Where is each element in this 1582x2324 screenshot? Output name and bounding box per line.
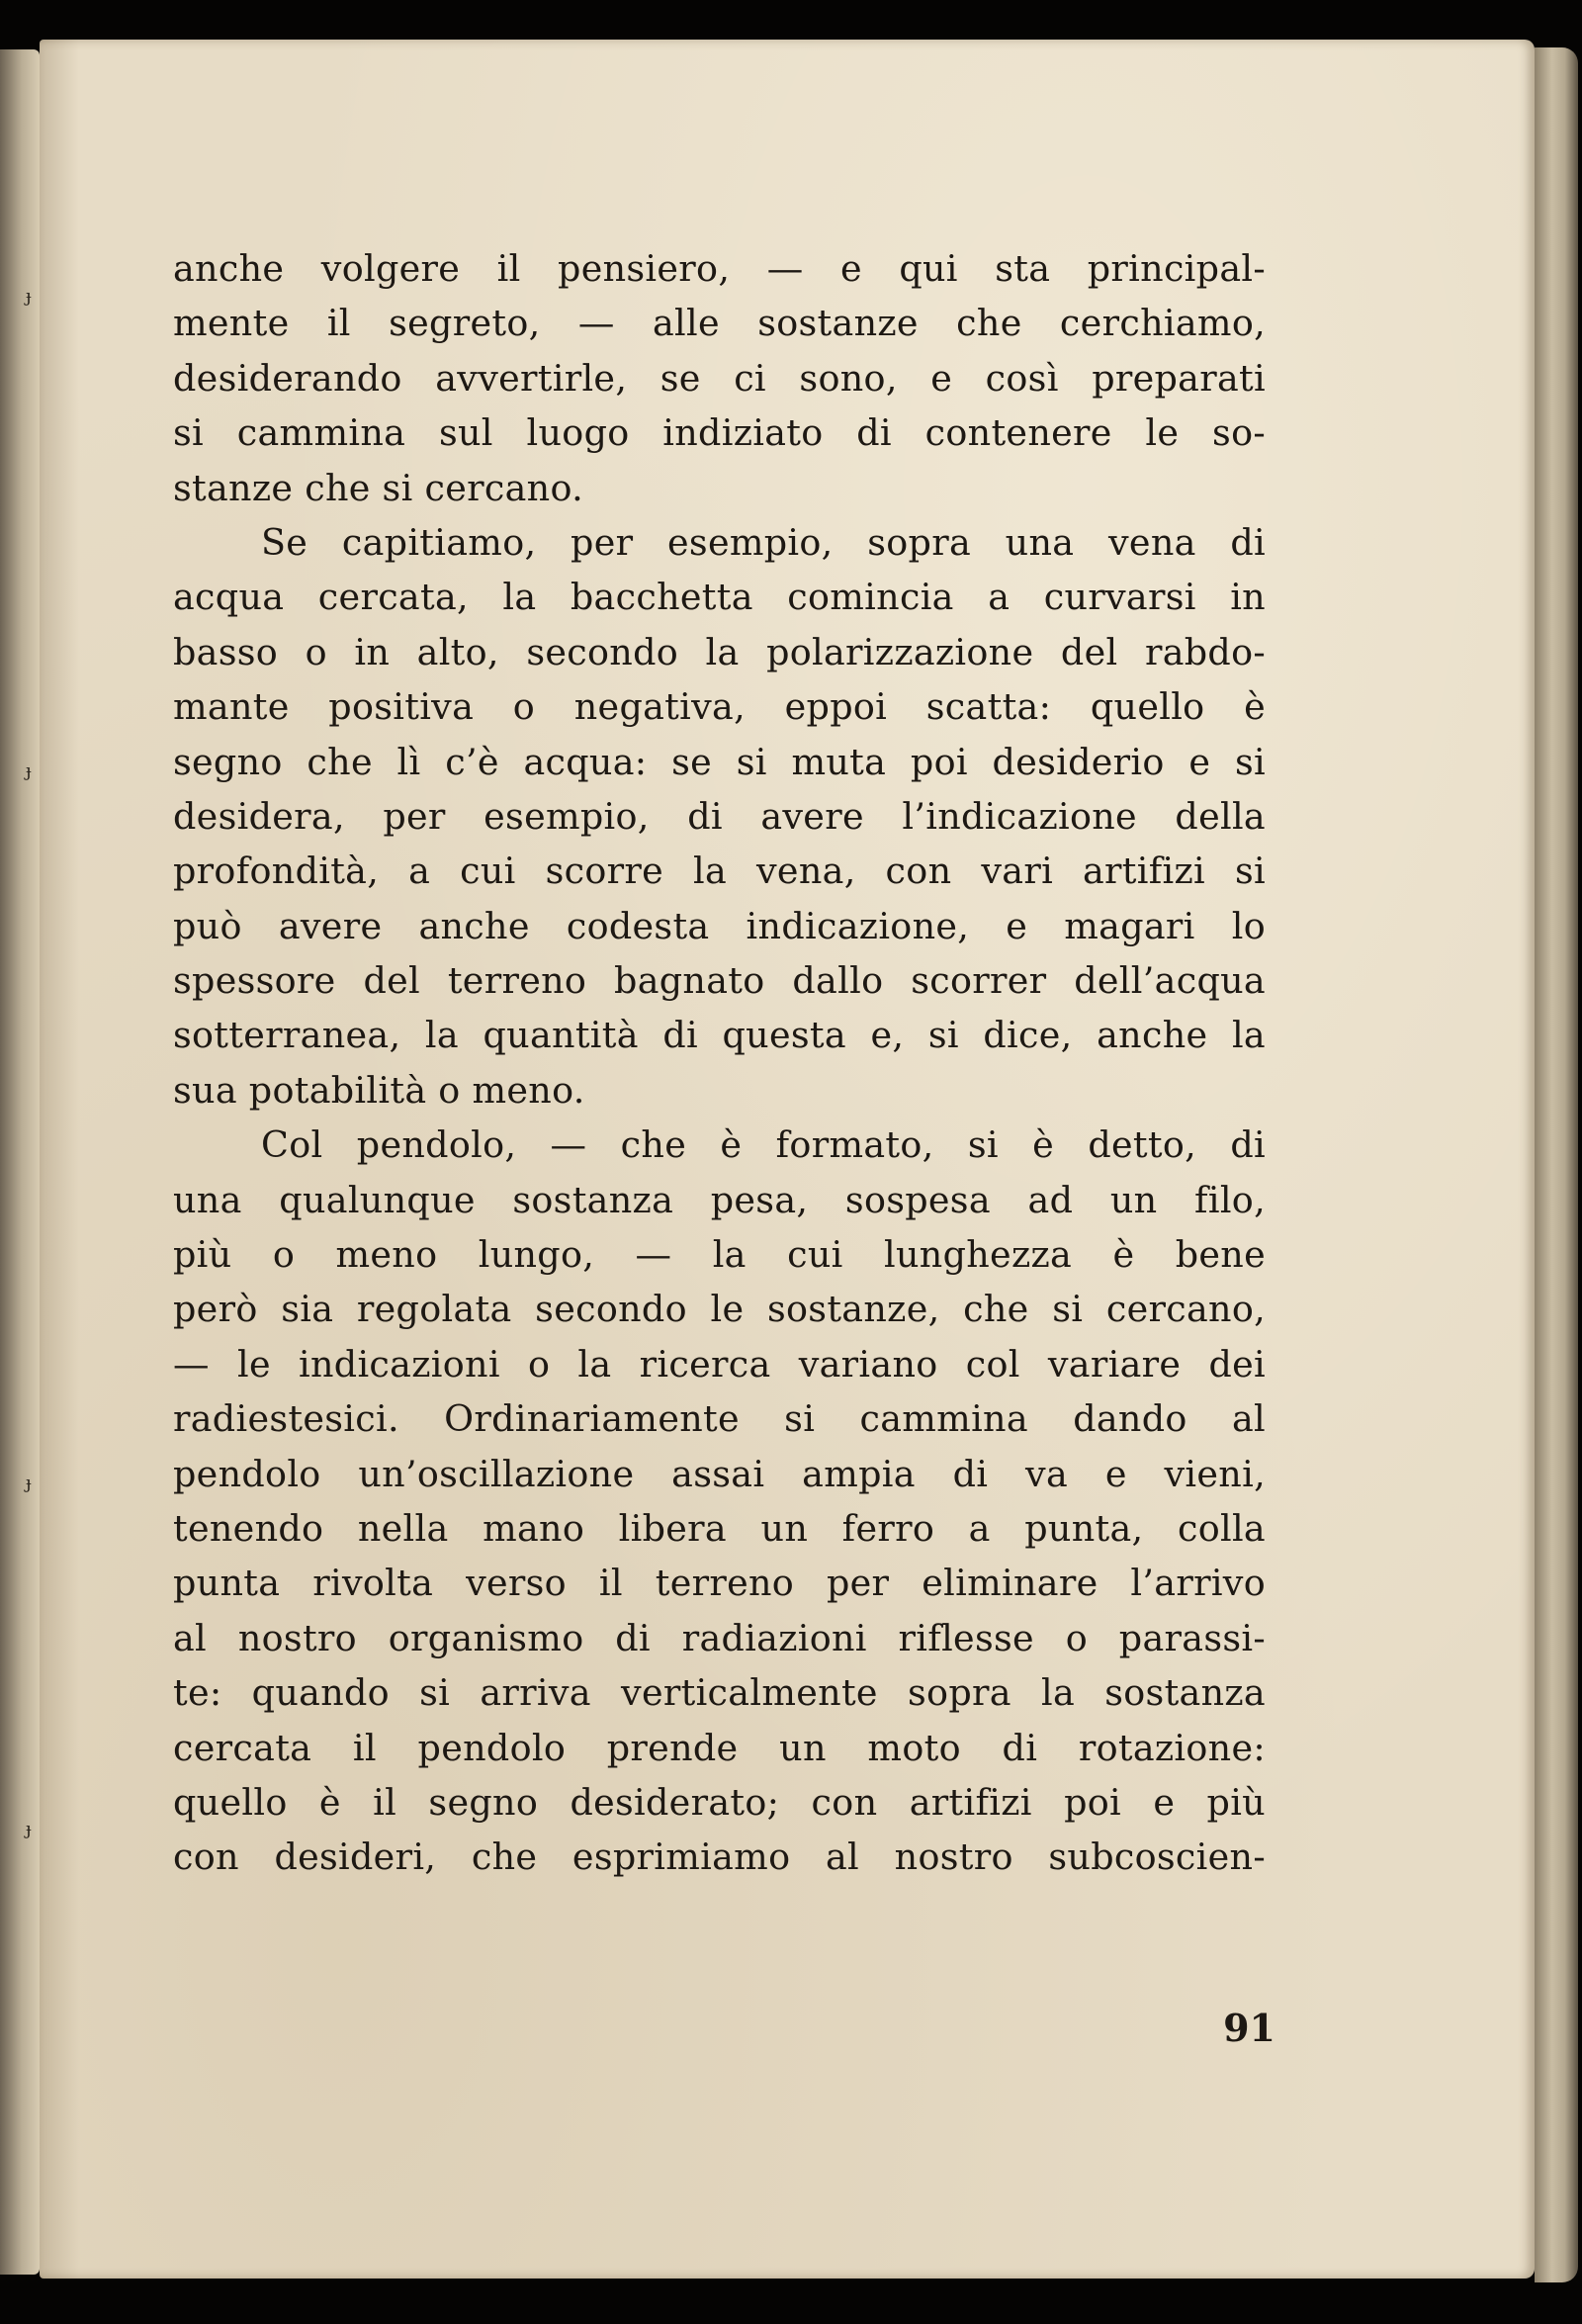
text-line-1: anche volgere il pensiero, — e qui sta principal- (173, 247, 1266, 290)
text-line-25: punta rivolta verso il terreno per eliminare l’arrivo (173, 1562, 1266, 1605)
text-line-21: — le indicazioni o la ricerca variano col variare dei (173, 1342, 1266, 1385)
text-line-4: si cammina sul luogo indiziato di contenere le so- (173, 411, 1266, 455)
text-line-5: stanze che si cercano. (173, 466, 583, 509)
text-line-8: basso o in alto, secondo la polarizzazione del rabdo- (173, 630, 1266, 673)
text-line-15: sotterranea, la quantità di questa e, si dice, anche la (173, 1014, 1266, 1057)
page-number: 91 (1223, 2006, 1275, 2050)
text-line-9: mante positiva o negativa, eppoi scatta: quello è (173, 685, 1266, 729)
text-line-14: spessore del terreno bagnato dallo scorrer dell’acqua (173, 959, 1266, 1003)
margin-mark: ɟ (26, 286, 32, 307)
text-line-24: tenendo nella mano libera un ferro a punta, colla (173, 1506, 1266, 1550)
text-line-27: te: quando si arriva verticalmente sopra la sostanza (173, 1671, 1266, 1715)
text-line-18: una qualunque sostanza pesa, sospesa ad un filo, (173, 1178, 1266, 1221)
text-line-11: desidera, per esempio, di avere l’indicazione della (173, 794, 1266, 838)
margin-mark: ɟ (26, 1473, 32, 1493)
text-line-3: desiderando avvertirle, se ci sono, e così preparati (173, 356, 1266, 400)
text-line-2: mente il segreto, — alle sostanze che cerchiamo, (173, 302, 1266, 345)
text-line-6: Se capitiamo, per esempio, sopra una vena di (261, 520, 1266, 564)
body-text (173, 241, 1266, 1885)
text-line-30: con desideri, che esprimiamo al nostro subcoscien- (173, 1835, 1266, 1879)
text-line-12: profondità, a cui scorre la vena, con vari artifizi si (173, 849, 1266, 893)
text-line-29: quello è il segno desiderato; con artifizi poi e più (173, 1780, 1266, 1824)
text-line-7: acqua cercata, la bacchetta comincia a curvarsi in (173, 576, 1266, 619)
margin-mark: ɟ (26, 1819, 32, 1839)
page-stack-edge (1535, 47, 1578, 2282)
text-line-20: però sia regolata secondo le sostanze, che si cercano, (173, 1288, 1266, 1331)
text-line-10: segno che lì c’è acqua: se si muta poi desiderio e si (173, 740, 1266, 783)
text-line-19: più o meno lungo, — la cui lunghezza è bene (173, 1233, 1266, 1277)
text-line-13: può avere anche codesta indicazione, e magari lo (173, 904, 1266, 947)
margin-mark: ɟ (26, 760, 32, 781)
text-line-23: pendolo un’oscillazione assai ampia di va e vieni, (173, 1452, 1266, 1495)
text-line-17: Col pendolo, — che è formato, si è detto, di (261, 1123, 1266, 1167)
text-line-22: radiestesici. Ordinariamente si cammina dando al (173, 1397, 1266, 1441)
previous-page-edge (0, 49, 40, 2275)
text-line-28: cercata il pendolo prende un moto di rotazione: (173, 1726, 1266, 1769)
text-line-26: al nostro organismo di radiazioni riflesse o parassi- (173, 1616, 1266, 1659)
text-line-16: sua potabilità o meno. (173, 1068, 585, 1112)
